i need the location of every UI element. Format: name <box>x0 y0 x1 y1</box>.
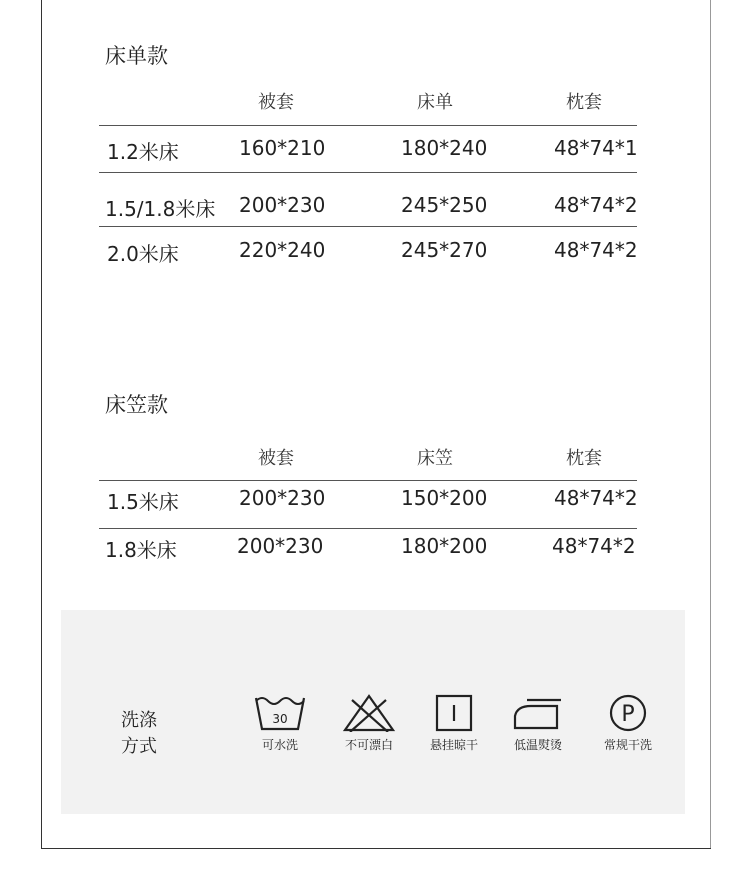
wash-30-icon <box>253 694 307 732</box>
fitted-sheet-cell: 150*200 <box>401 486 488 510</box>
pillow-cell: 48*74*2 <box>554 238 638 262</box>
header-duvet: 被套 <box>258 92 294 113</box>
table-divider <box>99 226 637 227</box>
low-iron-icon <box>511 694 565 732</box>
pillow-cell: 48*74*1 <box>554 136 638 160</box>
frame-right-border <box>710 0 711 849</box>
duvet-cell: 200*230 <box>239 193 326 217</box>
care-label: 可水洗 <box>261 738 298 752</box>
care-item-wash <box>235 694 325 753</box>
care-item-low-iron <box>493 694 583 753</box>
hang-dry-icon <box>427 694 481 732</box>
care-title-line2: 方式 <box>121 736 157 757</box>
sheet-cell: 245*250 <box>401 193 488 217</box>
no-bleach-icon <box>342 694 396 732</box>
care-item-dry-clean <box>583 694 673 753</box>
header-fitted-sheet: 床笠 <box>417 448 453 469</box>
table-divider <box>99 172 637 173</box>
size-cell: 1.2米床 <box>107 140 179 164</box>
header-sheet: 床单 <box>417 92 453 113</box>
fitted-sheet-cell: 180*200 <box>401 534 488 558</box>
duvet-cell: 160*210 <box>239 136 326 160</box>
size-cell: 1.8米床 <box>105 538 177 562</box>
care-item-hang-dry <box>409 694 499 753</box>
care-label: 悬挂晾干 <box>429 738 478 752</box>
pillow-cell: 48*74*2 <box>554 486 638 510</box>
care-label: 常规干洗 <box>603 738 652 752</box>
fitted-section-title: 床笠款 <box>105 393 168 417</box>
frame-bottom-border <box>41 848 711 849</box>
care-instructions-panel <box>61 610 685 814</box>
table-divider <box>99 125 637 126</box>
header-pillow: 枕套 <box>566 448 602 469</box>
care-label: 不可漂白 <box>344 738 393 752</box>
wash-temp-text: 30 <box>272 712 288 726</box>
table-divider <box>99 480 637 481</box>
pillow-cell: 48*74*2 <box>552 534 636 558</box>
table-divider <box>99 528 637 529</box>
care-item-no-bleach <box>324 694 414 753</box>
dryclean-letter: P <box>621 702 635 727</box>
header-duvet: 被套 <box>258 448 294 469</box>
duvet-cell: 200*230 <box>239 486 326 510</box>
sheet-cell: 180*240 <box>401 136 488 160</box>
duvet-cell: 220*240 <box>239 238 326 262</box>
care-title-line1: 洗涤 <box>121 710 157 731</box>
care-label: 低温熨烫 <box>513 738 562 752</box>
care-title <box>121 708 157 760</box>
size-cell: 1.5/1.8米床 <box>105 197 216 221</box>
dry-clean-icon <box>601 694 655 732</box>
header-pillow: 枕套 <box>566 92 602 113</box>
sheet-cell: 245*270 <box>401 238 488 262</box>
pillow-cell: 48*74*2 <box>554 193 638 217</box>
duvet-cell: 200*230 <box>237 534 324 558</box>
size-cell: 2.0米床 <box>107 242 179 266</box>
sheet-section-title: 床单款 <box>105 44 168 68</box>
frame-left-border <box>41 0 42 849</box>
size-cell: 1.5米床 <box>107 490 179 514</box>
